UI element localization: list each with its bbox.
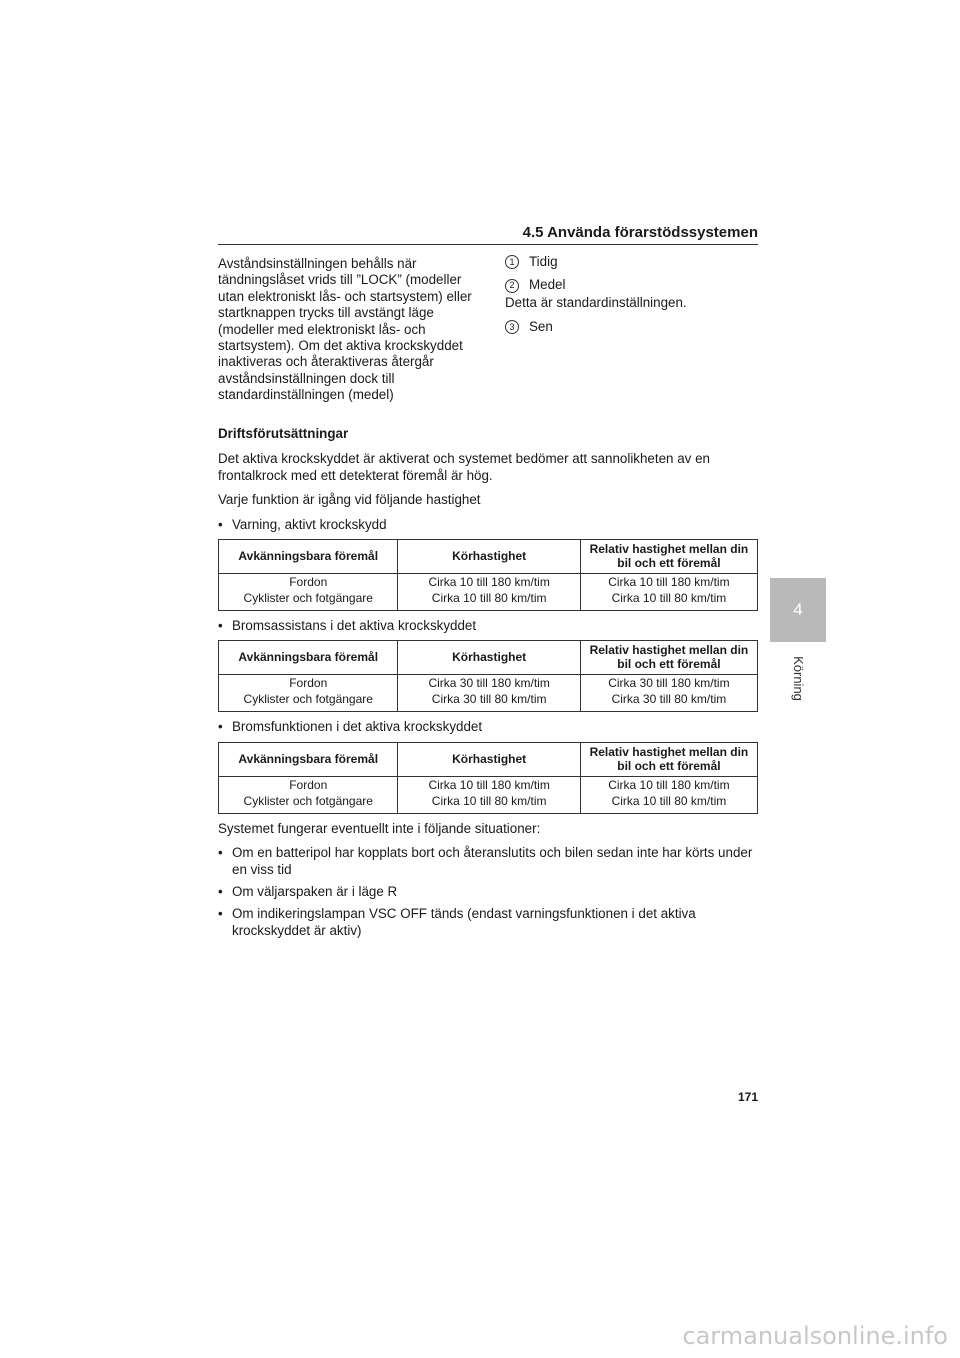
bullet-dot: • <box>218 884 223 900</box>
table-cell: Cyklister och fotgängare <box>219 590 398 611</box>
watermark: carmanualsonline.info <box>682 1322 948 1350</box>
column-header: Körhastighet <box>398 641 580 675</box>
table-row <box>219 793 758 814</box>
bullet-text: Om indikeringslampan VSC OFF tänds (endast varningsfunktionen i det aktiva krockskyddet är aktiv) <box>232 906 696 938</box>
table-cell: Cirka 10 till 180 km/tim <box>398 776 580 793</box>
page-number: 171 <box>737 1090 758 1104</box>
main-content <box>218 426 758 945</box>
table-cell: Cirka 30 till 80 km/tim <box>398 691 580 712</box>
table-cell: Cirka 30 till 180 km/tim <box>398 675 580 692</box>
bullet-dot: • <box>218 719 223 735</box>
table-cell: Cirka 10 till 180 km/tim <box>580 574 757 591</box>
column-header: Avkänningsbara föremål <box>219 742 398 776</box>
section-title: 4.5 Använda förarstödssystemen <box>522 224 758 241</box>
bullet-dot: • <box>218 618 223 634</box>
table-row <box>219 574 758 591</box>
table-cell: Cirka 10 till 80 km/tim <box>398 590 580 611</box>
chapter-label-container <box>770 648 826 708</box>
section-heading: Driftsförutsättningar <box>218 426 349 441</box>
table-header-row <box>219 540 758 574</box>
table-cell: Fordon <box>219 776 398 793</box>
header-rule <box>218 244 758 245</box>
bullet-item <box>218 719 758 735</box>
bullet-item <box>218 906 758 939</box>
circled-number: 1 <box>505 255 519 269</box>
table-cell: Cirka 10 till 180 km/tim <box>580 776 757 793</box>
bullet-text: Bromsassistans i det aktiva krockskyddet <box>232 618 477 634</box>
distance-setting-paragraph: Avståndsinställningen behålls när tändningslåset vrids till ”LOCK” (modeller utan elektroniskt lås- och startsystem) eller startknappen trycks till avstängt läge (modeller med elektroniskt lås- och startsystem). Om det aktiva krockskyddet inaktiveras och återaktiveras återgår avståndsinställningen dock till standardinställningen (medel) <box>218 256 472 403</box>
speed-intro: Varje funktion är igång vid följande hastighet <box>218 492 481 508</box>
option-label: Sen <box>529 319 553 335</box>
table-cell: Cyklister och fotgängare <box>219 793 398 814</box>
table-row <box>219 675 758 692</box>
chapter-number: 4 <box>793 600 803 619</box>
column-header: Relativ hastighet mellan din bil och ett föremål <box>580 742 757 776</box>
speed-table-brake-assist <box>218 640 758 712</box>
bullet-item <box>218 618 758 634</box>
chapter-tab <box>770 578 826 642</box>
table-cell: Cirka 10 till 80 km/tim <box>398 793 580 814</box>
circled-number: 3 <box>505 320 519 334</box>
option-label: Tidig <box>529 254 558 269</box>
bullet-dot: • <box>218 516 223 532</box>
situations-intro: Systemet fungerar eventuellt inte i följande situationer: <box>218 820 541 836</box>
table-cell: Fordon <box>219 675 398 692</box>
intro-paragraph: Det aktiva krockskyddet är aktiverat och systemet bedömer att sannolikheten av en frontalkrock med ett detekterat föremål är hög. <box>218 451 710 483</box>
column-header: Relativ hastighet mellan din bil och ett föremål <box>580 540 757 574</box>
bullet-text: Bromsfunktionen i det aktiva krockskyddet <box>232 719 483 735</box>
bullet-dot: • <box>218 906 223 922</box>
table-cell: Fordon <box>219 574 398 591</box>
option-list <box>505 254 765 343</box>
table-row <box>219 691 758 712</box>
table-cell: Cirka 10 till 80 km/tim <box>580 590 757 611</box>
bullet-text: Om väljarspaken är i läge R <box>232 884 398 900</box>
column-header: Avkänningsbara föremål <box>219 641 398 675</box>
column-header: Körhastighet <box>398 540 580 574</box>
speed-table-warning <box>218 539 758 611</box>
table-row <box>219 776 758 793</box>
table-cell: Cirka 10 till 180 km/tim <box>398 574 580 591</box>
bullet-text: Om en batteripol har kopplats bort och återanslutits och bilen sedan inte har körts under en viss tid <box>232 845 753 877</box>
speed-table-brake-function <box>218 742 758 814</box>
table-cell: Cyklister och fotgängare <box>219 691 398 712</box>
bullet-item <box>218 517 758 533</box>
table-cell: Cirka 10 till 80 km/tim <box>580 793 757 814</box>
column-header: Körhastighet <box>398 742 580 776</box>
table-header-row <box>219 641 758 675</box>
chapter-label: Körning <box>790 655 806 701</box>
table-cell: Cirka 30 till 80 km/tim <box>580 691 757 712</box>
option-item <box>505 277 765 293</box>
bullet-dot: • <box>218 845 223 861</box>
table-cell: Cirka 30 till 180 km/tim <box>580 675 757 692</box>
column-header: Avkänningsbara föremål <box>219 540 398 574</box>
option-note: Detta är standardinställningen. <box>505 294 687 310</box>
table-header-row <box>219 742 758 776</box>
bullet-text: Varning, aktivt krockskydd <box>232 516 387 532</box>
option-item <box>505 319 765 335</box>
option-item <box>505 254 765 270</box>
circled-number: 2 <box>505 279 519 293</box>
bullet-item <box>218 845 758 878</box>
column-header: Relativ hastighet mellan din bil och ett föremål <box>580 641 757 675</box>
option-label: Medel <box>529 277 566 293</box>
table-row <box>219 590 758 611</box>
bullet-item <box>218 884 758 900</box>
